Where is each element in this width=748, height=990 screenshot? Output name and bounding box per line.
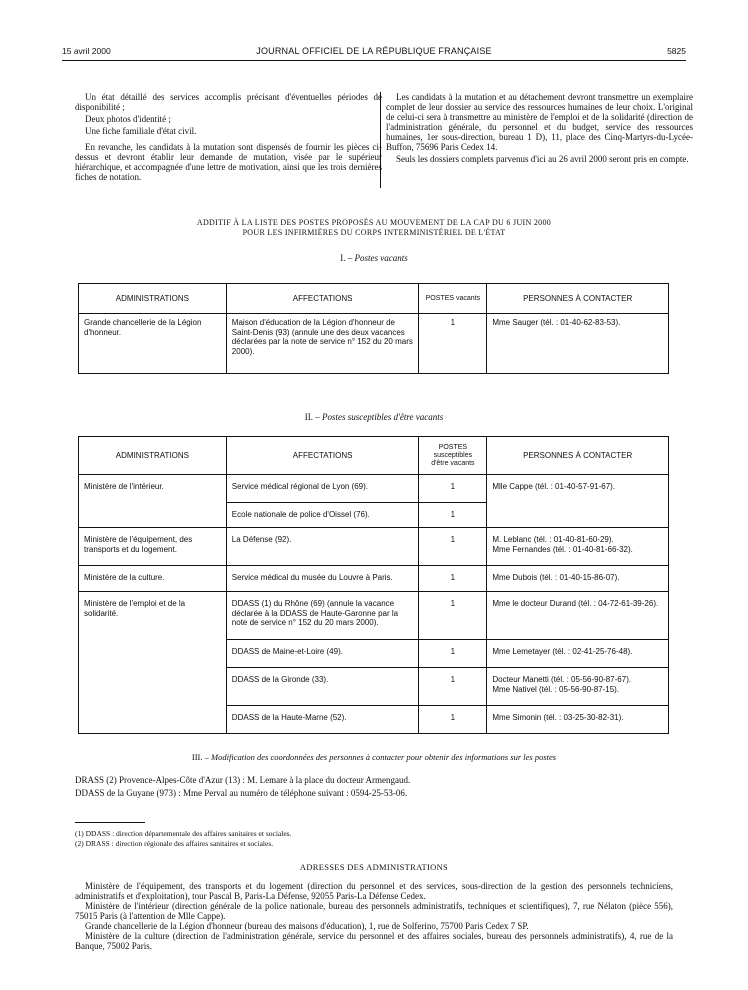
page-header [62, 46, 686, 60]
cell-postes: 1 [419, 528, 487, 566]
section-2-number: II. – [304, 412, 320, 422]
cell-affectation: DDASS de Maine-et-Loire (49). [226, 640, 419, 668]
cell-affectation: DDASS (1) du Rhône (69) (annule la vacance déclarée à la DDASS de Haute-Garonne par la note de service n° 152 du 20 mars 2000). [226, 592, 419, 640]
section-3-heading [75, 752, 673, 762]
section-1-heading [75, 253, 673, 263]
footnote: (2) DRASS : direction régionale des affaires sanitaires et sociales. [75, 839, 274, 848]
cell-contact: Mlle Cappe (tél. : 01-40-57-91-67). [487, 475, 669, 528]
adresse-item: Grande chancellerie de la Légion d'honneur (bureau des maisons d'éducation), 1, rue de Solferino, 75700 Paris Cedex 7 SP. [85, 921, 529, 931]
section-1-number: I. – [340, 253, 353, 263]
header-date: 15 avril 2000 [62, 46, 111, 56]
table-row [79, 475, 669, 503]
cell-contact: Mme Sauger (tél. : 01-40-62-83-53). [487, 314, 669, 374]
additif-title [75, 218, 673, 238]
cell-postes: 1 [419, 566, 487, 592]
contact-line: Docteur Manetti (tél. : 05-56-90-87-67). [492, 675, 632, 684]
cell-contact [487, 668, 669, 706]
left-paragraph: Une fiche familiale d'état civil. [85, 126, 197, 136]
cell-postes: 1 [419, 314, 487, 374]
cell-contact: Mme Lemetayer (tél. : 02-41-25-76-48). [487, 640, 669, 668]
left-paragraph: Deux photos d'identité ; [85, 114, 171, 124]
footnote: (1) DDASS : direction départementale des affaires sanitaires et sociales. [75, 829, 292, 838]
adresses-title: ADRESSES DES ADMINISTRATIONS [299, 862, 449, 872]
left-column [75, 92, 382, 184]
cell-affectation: La Défense (92). [226, 528, 419, 566]
adresses-list [75, 881, 673, 951]
footnote-rule [75, 822, 145, 823]
header-rule [62, 60, 686, 61]
cell-administration: Grande chancellerie de la Légion d'honneur. [79, 314, 227, 374]
column-header: POSTES susceptibles d'être vacants [419, 437, 487, 475]
cell-affectation: DDASS de la Gironde (33). [226, 668, 419, 706]
cell-postes: 1 [419, 503, 487, 528]
cell-contact [487, 528, 669, 566]
column-separator [380, 92, 381, 188]
cell-administration: Ministère de l'intérieur. [79, 475, 227, 528]
column-header: POSTES vacants [419, 284, 487, 314]
postes-vacants-table [78, 283, 669, 374]
postes-susceptibles-table [78, 436, 669, 734]
cell-affectation: Service médical régional de Lyon (69). [226, 475, 419, 503]
additif-line-1: ADDITIF À LA LISTE DES POSTES PROPOSÉS AU MOUVEMENT DE LA CAP DU 6 JUIN 2000 [196, 218, 552, 227]
section-1-title: Postes vacants [354, 253, 408, 263]
adresse-item: Ministère de l'intérieur (direction générale de la police nationale, bureau des personnels administratifs, techniques et scientifiques), 7, rue Nélaton (pièce 556), 75015 Paris (à l'attention de Mlle Cappe). [75, 901, 673, 921]
left-paragraph: Un état détaillé des services accomplis précisant d'éventuelles périodes de disponibilité ; [75, 92, 382, 112]
cell-affectation: Maison d'éducation de la Légion d'honneur de Saint-Denis (93) (annule une des deux vacances déclarées par la note de service n° 152 du 20 mars 2000). [226, 314, 419, 374]
cell-affectation: Ecole nationale de police d'Oissel (76). [226, 503, 419, 528]
section-3-number: III. – [191, 752, 209, 762]
table-row [79, 566, 669, 592]
page-number: 5825 [667, 46, 686, 56]
column-header: AFFECTATIONS [226, 437, 419, 475]
cell-affectation: DDASS de la Haute-Marne (52). [226, 706, 419, 734]
cell-contact: Mme le docteur Durand (tél. : 04-72-61-39-26). [487, 592, 669, 640]
cell-postes: 1 [419, 592, 487, 640]
column-header: ADMINISTRATIONS [79, 284, 227, 314]
table-row [79, 592, 669, 640]
right-paragraph: Seuls les dossiers complets parvenus d'ici au 26 avril 2000 seront pris en compte. [396, 154, 689, 164]
cell-postes: 1 [419, 475, 487, 503]
cell-postes: 1 [419, 640, 487, 668]
section-3-line: DRASS (2) Provence-Alpes-Côte d'Azur (13) : M. Lemare à la place du docteur Armengaud. [75, 775, 411, 785]
additif-line-2: POUR LES INFIRMIÈRES DU CORPS INTERMINISTÉRIEL DE L'ÉTAT [242, 228, 506, 237]
cell-administration: Ministère de l'équipement, des transports et du logement. [79, 528, 227, 566]
column-header: PERSONNES À CONTACTER [487, 284, 669, 314]
cell-affectation: Service médical du musée du Louvre à Paris. [226, 566, 419, 592]
column-header: PERSONNES À CONTACTER [487, 437, 669, 475]
cell-administration: Ministère de l'emploi et de la solidarité. [79, 592, 227, 734]
table-row [79, 314, 669, 374]
left-paragraph: En revanche, les candidats à la mutation sont dispensés de fournir les pièces ci-dessus et devront établir leur demande de mutation, visée par le supérieur hiérarchique, et accompagnée d'une lettre de motivation, ainsi que les trois dernières fiches de notation. [75, 142, 382, 182]
right-column [386, 92, 693, 166]
adresse-item: Ministère de la culture (direction de l'administration générale, service du personnel et des affaires sociales, bureau des personnels administratifs), 4, rue de la Banque, 75002 Paris. [75, 931, 673, 951]
column-header: AFFECTATIONS [226, 284, 419, 314]
cell-administration: Ministère de la culture. [79, 566, 227, 592]
section-2-title: Postes susceptibles d'être vacants [321, 412, 444, 422]
table-row [79, 528, 669, 566]
right-paragraph: Les candidats à la mutation et au détachement devront transmettre un exemplaire complet de leur dossier au service des ressources humaines de leur choix. L'original de celui-ci sera à transmettre au ministère de l'emploi et de la solidarité (direction de l'administration générale, du personnel et du budget, service des ressources humaines, 1er sous-direction, bureau 1 D), 11, place des Cinq-Martyrs-du-Lycée-Buffon, 75696 Paris Cedex 14. [386, 92, 693, 152]
section-3-title: Modification des coordonnées des personnes à contacter pour obtenir des informations sur les postes [211, 752, 557, 762]
cell-contact: Mme Dubois (tél. : 01-40-15-86-07). [487, 566, 669, 592]
cell-contact: Mme Simonin (tél. : 03-25-30-82-31). [487, 706, 669, 734]
contact-line: Mme Fernandes (tél. : 01-40-81-66-32). [492, 544, 633, 554]
adresse-item: Ministère de l'équipement, des transports et du logement (direction du personnel et des services, sous-direction de la gestion des personnels techniciens, administratifs et d'exploitation), tour Pascal B, Paris-La Défense, 92055 Paris-La Défense Cedex. [75, 881, 673, 901]
contact-line: Mme Nativel (tél. : 05-56-90-87-15). [492, 684, 620, 694]
cell-postes: 1 [419, 706, 487, 734]
section-2-heading [75, 412, 673, 422]
contact-line: M. Leblanc (tél. : 01-40-81-60-29). [492, 535, 614, 544]
section-3-line: DDASS de la Guyane (973) : Mme Perval au numéro de téléphone suivant : 0594-25-53-06. [75, 788, 408, 798]
cell-postes: 1 [419, 668, 487, 706]
header-title: JOURNAL OFFICIEL DE LA RÉPUBLIQUE FRANÇAISE [256, 46, 492, 56]
column-header: ADMINISTRATIONS [79, 437, 227, 475]
